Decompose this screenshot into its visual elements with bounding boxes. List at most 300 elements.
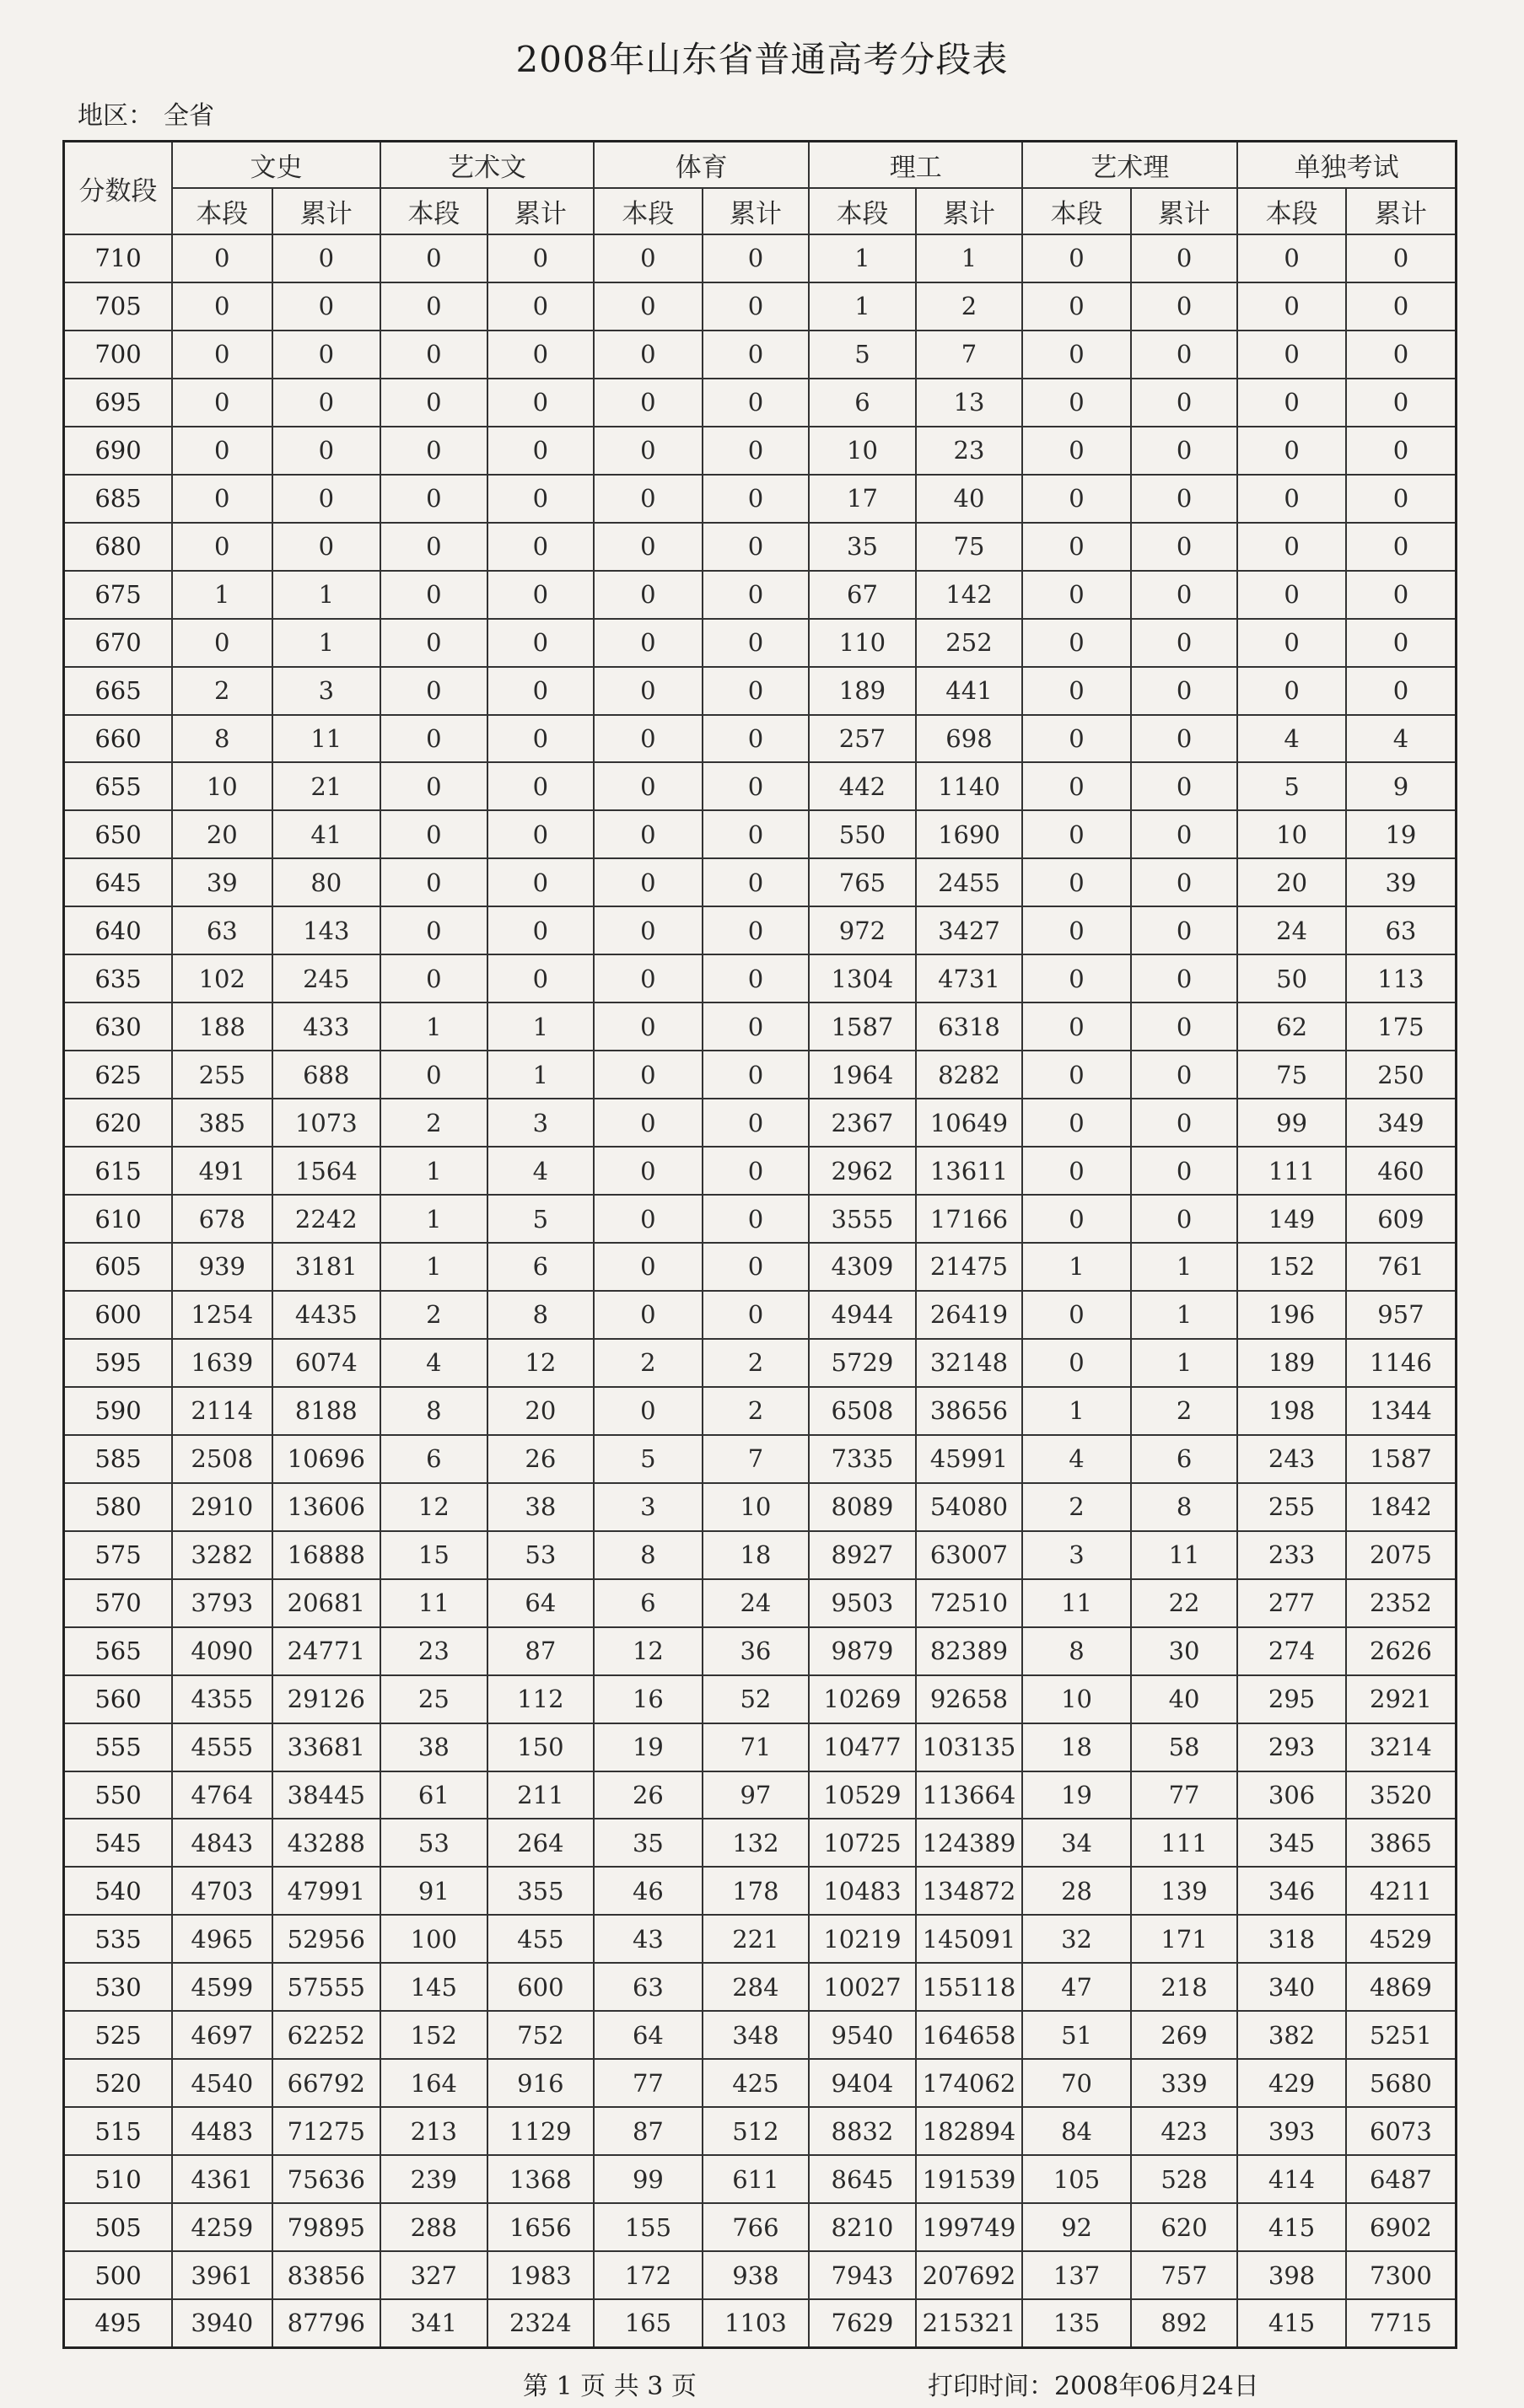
table-row: [64, 331, 1457, 379]
count-cell: 0: [380, 715, 487, 763]
count-cell: 3865: [1346, 1819, 1457, 1867]
count-cell: 0: [1131, 1051, 1238, 1099]
count-cell: 4703: [172, 1867, 272, 1915]
count-cell: 0: [272, 331, 381, 379]
count-cell: 3793: [172, 1579, 272, 1627]
count-cell: 0: [703, 379, 810, 427]
count-cell: 0: [1022, 234, 1131, 282]
table-row: [64, 1291, 1457, 1339]
count-cell: 165: [594, 2299, 703, 2348]
table-row: [64, 1051, 1457, 1099]
count-cell: 0: [380, 571, 487, 619]
count-cell: 4599: [172, 1963, 272, 2011]
count-cell: 75: [916, 523, 1023, 571]
count-cell: 0: [1346, 667, 1457, 715]
count-cell: 20681: [272, 1579, 381, 1627]
count-cell: 255: [172, 1051, 272, 1099]
table-row: [64, 282, 1457, 331]
count-cell: 0: [1131, 715, 1238, 763]
count-cell: 0: [594, 619, 703, 667]
count-cell: 4731: [916, 954, 1023, 1002]
count-cell: 245: [272, 954, 381, 1002]
count-cell: 0: [1131, 571, 1238, 619]
count-cell: 4: [1237, 715, 1346, 763]
header-group-ligong: 理工: [809, 142, 1022, 189]
count-cell: 0: [703, 667, 810, 715]
count-cell: 24771: [272, 1627, 381, 1675]
table-row: [64, 619, 1457, 667]
count-cell: 688: [272, 1051, 381, 1099]
count-cell: 97: [703, 1771, 810, 1819]
count-cell: 64: [487, 1579, 595, 1627]
count-cell: 8: [172, 715, 272, 763]
count-cell: 137: [1022, 2251, 1131, 2299]
count-cell: 0: [380, 282, 487, 331]
count-cell: 327: [380, 2251, 487, 2299]
region-value: 全省: [164, 101, 214, 131]
count-cell: 10649: [916, 1099, 1023, 1147]
count-cell: 1690: [916, 810, 1023, 858]
count-cell: 99: [594, 2155, 703, 2203]
count-cell: 441: [916, 667, 1023, 715]
count-cell: 221: [703, 1915, 810, 1963]
count-cell: 1: [1022, 1243, 1131, 1291]
score-cell: 605: [64, 1243, 173, 1291]
count-cell: 10: [1237, 810, 1346, 858]
count-cell: 7300: [1346, 2251, 1457, 2299]
count-cell: 175: [1346, 1002, 1457, 1051]
count-cell: 149: [1237, 1195, 1346, 1243]
count-cell: 72510: [916, 1579, 1023, 1627]
count-cell: 233: [1237, 1531, 1346, 1579]
count-cell: 0: [487, 906, 595, 954]
table-row: [64, 1387, 1457, 1435]
count-cell: 0: [172, 331, 272, 379]
count-cell: 10: [703, 1483, 810, 1531]
count-cell: 35: [809, 523, 916, 571]
count-cell: 2626: [1346, 1627, 1457, 1675]
count-cell: 0: [1022, 715, 1131, 763]
score-cell: 650: [64, 810, 173, 858]
count-cell: 0: [1022, 619, 1131, 667]
count-cell: 11: [1131, 1531, 1238, 1579]
count-cell: 0: [1346, 427, 1457, 475]
count-cell: 1140: [916, 762, 1023, 810]
count-cell: 1587: [809, 1002, 916, 1051]
count-cell: 6: [380, 1435, 487, 1483]
count-cell: 698: [916, 715, 1023, 763]
count-cell: 2: [703, 1387, 810, 1435]
count-cell: 0: [703, 1243, 810, 1291]
count-cell: 5680: [1346, 2059, 1457, 2107]
count-cell: 152: [1237, 1243, 1346, 1291]
count-cell: 264: [487, 1819, 595, 1867]
count-cell: 5: [487, 1195, 595, 1243]
count-cell: 398: [1237, 2251, 1346, 2299]
count-cell: 47: [1022, 1963, 1131, 2011]
count-cell: 0: [594, 1002, 703, 1051]
table-row: [64, 2155, 1457, 2203]
count-cell: 0: [703, 282, 810, 331]
count-cell: 191539: [916, 2155, 1023, 2203]
count-cell: 415: [1237, 2299, 1346, 2348]
count-cell: 393: [1237, 2107, 1346, 2155]
count-cell: 1587: [1346, 1435, 1457, 1483]
count-cell: 105: [1022, 2155, 1131, 2203]
score-cell: 600: [64, 1291, 173, 1339]
count-cell: 1073: [272, 1099, 381, 1147]
count-cell: 0: [487, 234, 595, 282]
table-row: [64, 810, 1457, 858]
count-cell: 4529: [1346, 1915, 1457, 1963]
count-cell: 0: [380, 427, 487, 475]
table-row: [64, 523, 1457, 571]
count-cell: 12: [380, 1483, 487, 1531]
count-cell: 2: [1022, 1483, 1131, 1531]
count-cell: 0: [1022, 667, 1131, 715]
count-cell: 415: [1237, 2203, 1346, 2251]
count-cell: 2921: [1346, 1675, 1457, 1723]
count-cell: 53: [380, 1819, 487, 1867]
count-cell: 2242: [272, 1195, 381, 1243]
count-cell: 0: [1022, 523, 1131, 571]
count-cell: 22: [1131, 1579, 1238, 1627]
count-cell: 28: [1022, 1867, 1131, 1915]
count-cell: 92: [1022, 2203, 1131, 2251]
table-row: [64, 2011, 1457, 2059]
count-cell: 0: [1346, 571, 1457, 619]
count-cell: 0: [1131, 858, 1238, 906]
count-cell: 0: [272, 282, 381, 331]
count-cell: 43: [594, 1915, 703, 1963]
count-cell: 57555: [272, 1963, 381, 2011]
score-cell: 560: [64, 1675, 173, 1723]
count-cell: 0: [1022, 906, 1131, 954]
count-cell: 1344: [1346, 1387, 1457, 1435]
print-time: 打印时间：2008年06月24日: [928, 2372, 1259, 2401]
header-sub-leiji: 累计: [1346, 188, 1457, 234]
count-cell: 10027: [809, 1963, 916, 2011]
count-cell: 20: [487, 1387, 595, 1435]
score-cell: 610: [64, 1195, 173, 1243]
count-cell: 0: [380, 331, 487, 379]
count-cell: 1656: [487, 2203, 595, 2251]
count-cell: 1103: [703, 2299, 810, 2348]
count-cell: 0: [380, 1051, 487, 1099]
header-sub-leiji: 累计: [1131, 188, 1238, 234]
count-cell: 87: [594, 2107, 703, 2155]
count-cell: 71: [703, 1723, 810, 1771]
count-cell: 2075: [1346, 1531, 1457, 1579]
count-cell: 134872: [916, 1867, 1023, 1915]
count-cell: 0: [594, 715, 703, 763]
count-cell: 54080: [916, 1483, 1023, 1531]
count-cell: 51: [1022, 2011, 1131, 2059]
score-cell: 565: [64, 1627, 173, 1675]
count-cell: 0: [172, 427, 272, 475]
count-cell: 142: [916, 571, 1023, 619]
count-cell: 0: [1346, 234, 1457, 282]
count-cell: 1983: [487, 2251, 595, 2299]
count-cell: 3282: [172, 1531, 272, 1579]
count-cell: 972: [809, 906, 916, 954]
count-cell: 6902: [1346, 2203, 1457, 2251]
score-cell: 540: [64, 1867, 173, 1915]
count-cell: 0: [594, 954, 703, 1002]
count-cell: 8645: [809, 2155, 916, 2203]
count-cell: 1368: [487, 2155, 595, 2203]
count-cell: 1: [380, 1147, 487, 1195]
count-cell: 189: [809, 667, 916, 715]
count-cell: 355: [487, 1867, 595, 1915]
count-cell: 892: [1131, 2299, 1238, 2348]
count-cell: 0: [594, 1051, 703, 1099]
count-cell: 0: [487, 475, 595, 523]
count-cell: 0: [1022, 762, 1131, 810]
count-cell: 274: [1237, 1627, 1346, 1675]
count-cell: 46: [594, 1867, 703, 1915]
score-cell: 685: [64, 475, 173, 523]
count-cell: 92658: [916, 1675, 1023, 1723]
count-cell: 0: [1131, 331, 1238, 379]
count-cell: 199749: [916, 2203, 1023, 2251]
count-cell: 45991: [916, 1435, 1023, 1483]
count-cell: 8188: [272, 1387, 381, 1435]
count-cell: 8: [1131, 1483, 1238, 1531]
count-cell: 9540: [809, 2011, 916, 2059]
count-cell: 0: [487, 619, 595, 667]
count-cell: 58: [1131, 1723, 1238, 1771]
count-cell: 5: [809, 331, 916, 379]
count-cell: 3520: [1346, 1771, 1457, 1819]
score-cell: 500: [64, 2251, 173, 2299]
count-cell: 124389: [916, 1819, 1023, 1867]
header-group-dandu: 单独考试: [1237, 142, 1456, 189]
count-cell: 6: [1131, 1435, 1238, 1483]
score-cell: 660: [64, 715, 173, 763]
count-cell: 17166: [916, 1195, 1023, 1243]
count-cell: 0: [380, 234, 487, 282]
count-cell: 207692: [916, 2251, 1023, 2299]
region-line: [78, 94, 214, 132]
count-cell: 164: [380, 2059, 487, 2107]
count-cell: 152: [380, 2011, 487, 2059]
count-cell: 0: [1131, 906, 1238, 954]
count-cell: 0: [487, 715, 595, 763]
count-cell: 0: [1022, 475, 1131, 523]
count-cell: 8089: [809, 1483, 916, 1531]
count-cell: 4090: [172, 1627, 272, 1675]
count-cell: 765: [809, 858, 916, 906]
count-cell: 0: [380, 810, 487, 858]
count-cell: 2: [916, 282, 1023, 331]
count-cell: 1: [1131, 1291, 1238, 1339]
count-cell: 47991: [272, 1867, 381, 1915]
count-cell: 80: [272, 858, 381, 906]
count-cell: 0: [1131, 282, 1238, 331]
count-cell: 939: [172, 1243, 272, 1291]
count-cell: 1: [487, 1051, 595, 1099]
count-cell: 0: [703, 715, 810, 763]
count-cell: 0: [380, 523, 487, 571]
count-cell: 0: [1131, 810, 1238, 858]
table-row: [64, 475, 1457, 523]
score-cell: 590: [64, 1387, 173, 1435]
count-cell: 6: [594, 1579, 703, 1627]
table-row: [64, 1099, 1457, 1147]
count-cell: 620: [1131, 2203, 1238, 2251]
count-cell: 213: [380, 2107, 487, 2155]
count-cell: 1: [487, 1002, 595, 1051]
count-cell: 10529: [809, 1771, 916, 1819]
count-cell: 0: [594, 331, 703, 379]
count-cell: 318: [1237, 1915, 1346, 1963]
table-row: [64, 1579, 1457, 1627]
count-cell: 32: [1022, 1915, 1131, 1963]
count-cell: 957: [1346, 1291, 1457, 1339]
count-cell: 10: [172, 762, 272, 810]
count-cell: 277: [1237, 1579, 1346, 1627]
count-cell: 306: [1237, 1771, 1346, 1819]
score-cell: 675: [64, 571, 173, 619]
count-cell: 77: [594, 2059, 703, 2107]
count-cell: 39: [172, 858, 272, 906]
count-cell: 455: [487, 1915, 595, 1963]
count-cell: 39: [1346, 858, 1457, 906]
score-cell: 645: [64, 858, 173, 906]
count-cell: 16: [594, 1675, 703, 1723]
count-cell: 0: [703, 762, 810, 810]
score-cell: 550: [64, 1771, 173, 1819]
count-cell: 752: [487, 2011, 595, 2059]
count-cell: 382: [1237, 2011, 1346, 2059]
count-cell: 4361: [172, 2155, 272, 2203]
count-cell: 5: [1237, 762, 1346, 810]
count-cell: 269: [1131, 2011, 1238, 2059]
count-cell: 0: [1237, 619, 1346, 667]
table-row: [64, 906, 1457, 954]
count-cell: 0: [594, 1147, 703, 1195]
count-cell: 182894: [916, 2107, 1023, 2155]
count-cell: 0: [703, 331, 810, 379]
count-cell: 341: [380, 2299, 487, 2348]
count-cell: 0: [1131, 762, 1238, 810]
count-cell: 87: [487, 1627, 595, 1675]
count-cell: 4: [380, 1339, 487, 1387]
count-cell: 38656: [916, 1387, 1023, 1435]
count-cell: 189: [1237, 1339, 1346, 1387]
table-row: [64, 1819, 1457, 1867]
count-cell: 4259: [172, 2203, 272, 2251]
score-cell: 695: [64, 379, 173, 427]
count-cell: 0: [703, 571, 810, 619]
count-cell: 0: [703, 1147, 810, 1195]
count-cell: 0: [594, 906, 703, 954]
count-cell: 67: [809, 571, 916, 619]
table-row: [64, 1627, 1457, 1675]
count-cell: 62: [1237, 1002, 1346, 1051]
header-group-yishuli: 艺术理: [1022, 142, 1237, 189]
count-cell: 0: [703, 954, 810, 1002]
count-cell: 7: [703, 1435, 810, 1483]
count-cell: 0: [1022, 1099, 1131, 1147]
count-cell: 0: [1237, 523, 1346, 571]
count-cell: 64: [594, 2011, 703, 2059]
table-row: [64, 954, 1457, 1002]
count-cell: 339: [1131, 2059, 1238, 2107]
header-sub-benduan: 本段: [809, 188, 916, 234]
table-row: [64, 1963, 1457, 2011]
count-cell: 4540: [172, 2059, 272, 2107]
table-row: [64, 1771, 1457, 1819]
count-cell: 7629: [809, 2299, 916, 2348]
count-cell: 8282: [916, 1051, 1023, 1099]
count-cell: 0: [594, 1195, 703, 1243]
count-cell: 172: [594, 2251, 703, 2299]
count-cell: 10725: [809, 1819, 916, 1867]
count-cell: 0: [487, 427, 595, 475]
count-cell: 38445: [272, 1771, 381, 1819]
count-cell: 10269: [809, 1675, 916, 1723]
count-cell: 0: [1237, 667, 1346, 715]
count-cell: 0: [487, 762, 595, 810]
count-cell: 0: [1346, 619, 1457, 667]
count-cell: 71275: [272, 2107, 381, 2155]
score-cell: 700: [64, 331, 173, 379]
count-cell: 4764: [172, 1771, 272, 1819]
table-body: [64, 234, 1457, 2348]
count-cell: 0: [594, 762, 703, 810]
count-cell: 2: [172, 667, 272, 715]
count-cell: 3427: [916, 906, 1023, 954]
table-row: [64, 1339, 1457, 1387]
count-cell: 0: [487, 667, 595, 715]
count-cell: 0: [703, 427, 810, 475]
table-row: [64, 1867, 1457, 1915]
table-row: [64, 667, 1457, 715]
count-cell: 433: [272, 1002, 381, 1051]
table-row: [64, 2299, 1457, 2348]
count-cell: 9503: [809, 1579, 916, 1627]
count-cell: 1: [380, 1002, 487, 1051]
count-cell: 6074: [272, 1339, 381, 1387]
count-cell: 6508: [809, 1387, 916, 1435]
count-cell: 0: [703, 1051, 810, 1099]
count-cell: 52: [703, 1675, 810, 1723]
count-cell: 4843: [172, 1819, 272, 1867]
header-sub-leiji: 累计: [703, 188, 810, 234]
count-cell: 0: [172, 282, 272, 331]
count-cell: 0: [487, 571, 595, 619]
header-score-col: 分数段: [64, 142, 173, 235]
count-cell: 442: [809, 762, 916, 810]
count-cell: 17: [809, 475, 916, 523]
count-cell: 7715: [1346, 2299, 1457, 2348]
count-cell: 0: [594, 427, 703, 475]
table-row: [64, 1002, 1457, 1051]
count-cell: 1564: [272, 1147, 381, 1195]
count-cell: 1: [272, 619, 381, 667]
table-row: [64, 858, 1457, 906]
header-group-wenshi: 文史: [172, 142, 380, 189]
count-cell: 41: [272, 810, 381, 858]
count-cell: 0: [272, 379, 381, 427]
score-cell: 670: [64, 619, 173, 667]
score-cell: 595: [64, 1339, 173, 1387]
count-cell: 2: [380, 1099, 487, 1147]
count-cell: 2508: [172, 1435, 272, 1483]
count-cell: 102: [172, 954, 272, 1002]
